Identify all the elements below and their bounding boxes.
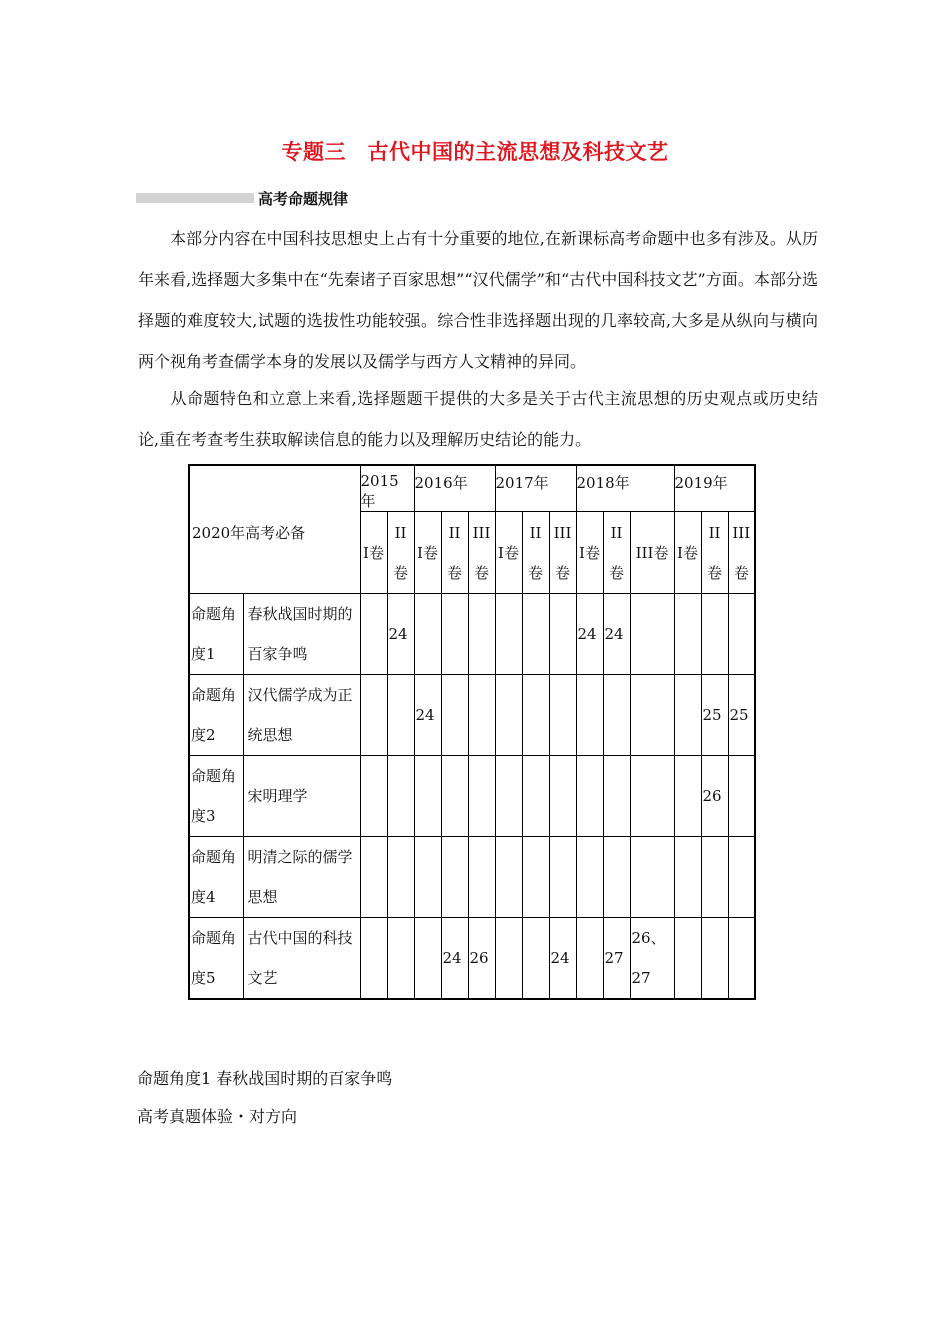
table-cell <box>414 918 441 1000</box>
table-row <box>189 918 755 1000</box>
section-heading: 高考命题规律 <box>258 190 349 208</box>
table-cell <box>522 837 549 918</box>
year-header: 2015年 <box>360 465 414 512</box>
table-cell: 24 <box>387 594 414 675</box>
subsection-subheading: 高考真题体验・对方向 <box>137 1107 298 1126</box>
table-cell: 27 <box>603 918 630 1000</box>
table-cell <box>674 837 701 918</box>
intro-paragraph <box>138 218 818 382</box>
year-header: 2016年 <box>414 465 495 512</box>
table-cell <box>414 837 441 918</box>
table-cell: 24 <box>549 918 576 1000</box>
table-cell <box>468 756 495 837</box>
angle-label: 命题角度1 <box>189 594 243 675</box>
table-cell: 26 <box>468 918 495 1000</box>
page-title: 专题三 古代中国的主流思想及科技文艺 <box>281 140 669 164</box>
table-cell <box>468 675 495 756</box>
volume-header: I卷 <box>674 512 701 594</box>
table-cell <box>549 756 576 837</box>
table-cell <box>630 756 674 837</box>
table-cell <box>630 675 674 756</box>
table-cell <box>360 594 387 675</box>
table-cell <box>468 837 495 918</box>
table-cell <box>603 837 630 918</box>
table-cell <box>630 594 674 675</box>
feature-paragraph <box>138 378 818 460</box>
angle-topic: 宋明理学 <box>243 756 360 837</box>
volume-header: II卷 <box>701 512 728 594</box>
table-cell <box>387 756 414 837</box>
table-cell <box>576 918 603 1000</box>
angle-label: 命题角度4 <box>189 837 243 918</box>
table-row <box>189 756 755 837</box>
table-cell <box>468 594 495 675</box>
feature-paragraph-text: 从命题特色和立意上来看,选择题题干提供的大多是关于古代主流思想的历史观点或历史结论,重在考查考生获取解读信息的能力以及理解历史结论的能力。 <box>138 389 818 449</box>
table-cell: 26 <box>701 756 728 837</box>
table-cell <box>441 675 468 756</box>
table-cell <box>522 594 549 675</box>
table-cell <box>576 837 603 918</box>
angle-label: 命题角度5 <box>189 918 243 1000</box>
table-cell <box>495 756 522 837</box>
table-cell <box>728 756 755 837</box>
table-cell <box>522 918 549 1000</box>
table-cell <box>441 594 468 675</box>
volume-header: I卷 <box>360 512 387 594</box>
table-cell: 25 <box>728 675 755 756</box>
volume-header: III卷 <box>630 512 674 594</box>
volume-header: III卷 <box>728 512 755 594</box>
table-cell <box>674 594 701 675</box>
table-cell <box>495 675 522 756</box>
volume-header: I卷 <box>414 512 441 594</box>
volume-header: II卷 <box>387 512 414 594</box>
angle-label: 命题角度3 <box>189 756 243 837</box>
table-cell <box>674 675 701 756</box>
table-cell <box>387 675 414 756</box>
table-cell <box>495 837 522 918</box>
table-cell <box>549 675 576 756</box>
angle-topic: 汉代儒学成为正统思想 <box>243 675 360 756</box>
table-row <box>189 594 755 675</box>
table-cell: 24 <box>441 918 468 1000</box>
table-cell <box>603 675 630 756</box>
table-cell <box>360 675 387 756</box>
volume-header: II卷 <box>603 512 630 594</box>
table-cell <box>674 918 701 1000</box>
table-cell <box>495 594 522 675</box>
table-cell <box>360 918 387 1000</box>
table-cell <box>728 594 755 675</box>
volume-header: III卷 <box>549 512 576 594</box>
table-cell <box>630 837 674 918</box>
table-cell: 24 <box>576 594 603 675</box>
table-cell <box>387 837 414 918</box>
table-row <box>189 675 755 756</box>
table-cell <box>603 756 630 837</box>
table-cell: 24 <box>603 594 630 675</box>
table-corner-cell: 2020年高考必备 <box>189 465 360 594</box>
table-cell <box>441 756 468 837</box>
table-cell: 25 <box>701 675 728 756</box>
section-bar <box>136 193 254 203</box>
table-cell <box>549 594 576 675</box>
table-cell: 26、27 <box>630 918 674 1000</box>
table-cell <box>414 756 441 837</box>
table-row <box>189 837 755 918</box>
angle-topic: 古代中国的科技文艺 <box>243 918 360 1000</box>
volume-header: I卷 <box>576 512 603 594</box>
table-cell <box>728 918 755 1000</box>
angle-label: 命题角度2 <box>189 675 243 756</box>
year-header: 2018年 <box>576 465 674 512</box>
volume-header: II卷 <box>441 512 468 594</box>
volume-header: III卷 <box>468 512 495 594</box>
table-cell <box>522 756 549 837</box>
table-cell <box>441 837 468 918</box>
angle-topic: 明清之际的儒学思想 <box>243 837 360 918</box>
table-cell <box>522 675 549 756</box>
table-cell <box>701 594 728 675</box>
table-cell <box>728 837 755 918</box>
angle-topic: 春秋战国时期的百家争鸣 <box>243 594 360 675</box>
table-cell <box>495 918 522 1000</box>
table-cell <box>576 756 603 837</box>
table-cell <box>701 918 728 1000</box>
volume-header: I卷 <box>495 512 522 594</box>
subsection-heading: 命题角度1 春秋战国时期的百家争鸣 <box>137 1069 393 1088</box>
table-cell <box>701 837 728 918</box>
table-cell <box>360 837 387 918</box>
year-header: 2019年 <box>674 465 755 512</box>
year-header: 2017年 <box>495 465 576 512</box>
volume-header: II卷 <box>522 512 549 594</box>
intro-paragraph-text: 本部分内容在中国科技思想史上占有十分重要的地位,在新课标高考命题中也多有涉及。从历年来看,选择题大多集中在“先秦诸子百家思想”“汉代儒学”和“古代中国科技文艺”方面。本部分选择题的难度较大,试题的选拔性功能较强。综合性非选择题出现的几率较高,大多是从纵向与横向两个视角考查儒学本身的发展以及儒学与西方人文精神的异同。 <box>138 229 818 371</box>
table-cell: 24 <box>414 675 441 756</box>
table-cell <box>360 756 387 837</box>
table-cell <box>674 756 701 837</box>
table-cell <box>549 837 576 918</box>
exam-frequency-table <box>188 464 756 1000</box>
table-cell <box>576 675 603 756</box>
table-cell <box>414 594 441 675</box>
table-cell <box>387 918 414 1000</box>
